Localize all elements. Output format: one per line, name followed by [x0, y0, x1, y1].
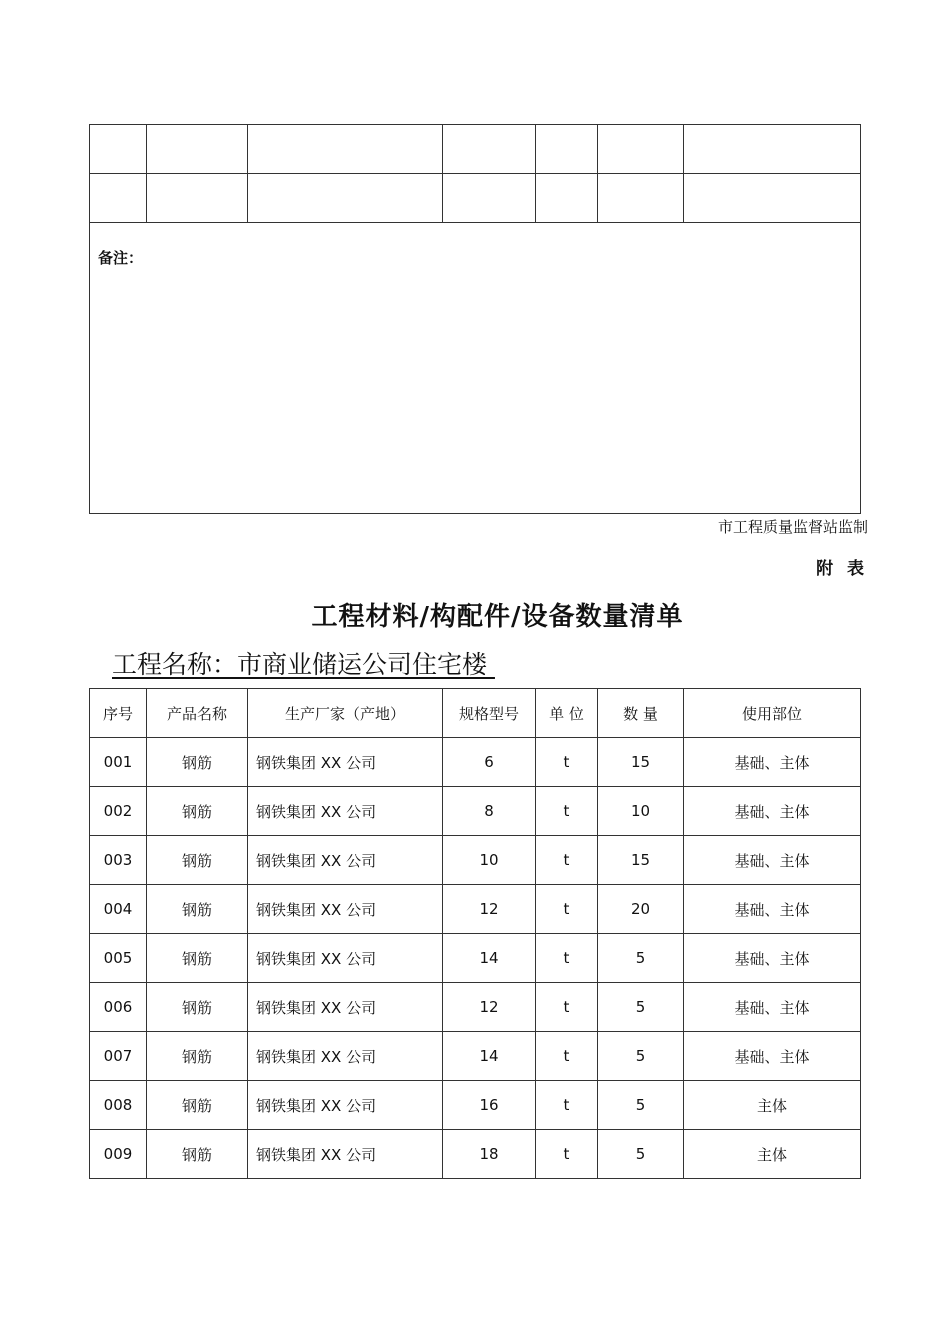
table-row [90, 738, 861, 787]
product-name-cell: 钢筋 [147, 1130, 248, 1179]
manufacturer-cell: 钢铁集团 XX 公司 [248, 1081, 443, 1130]
usage-location-cell: 基础、主体 [684, 983, 861, 1032]
spec-cell: 16 [443, 1081, 536, 1130]
document-title: 工程材料/构配件/设备数量清单 [311, 602, 684, 632]
usage-location-cell: 基础、主体 [684, 738, 861, 787]
usage-location-cell: 基础、主体 [684, 1032, 861, 1081]
row-number-cell: 003 [90, 836, 147, 885]
empty-cell [536, 125, 598, 174]
usage-location-cell: 基础、主体 [684, 787, 861, 836]
manufacturer-cell: 钢铁集团 XX 公司 [248, 983, 443, 1032]
material-list-table [89, 688, 861, 1179]
quantity-cell: 20 [598, 885, 684, 934]
usage-location-cell: 基础、主体 [684, 836, 861, 885]
quantity-cell: 5 [598, 1130, 684, 1179]
empty-cell [90, 174, 147, 223]
top-table [89, 124, 861, 514]
row-number-cell: 001 [90, 738, 147, 787]
manufacturer-cell: 钢铁集团 XX 公司 [248, 934, 443, 983]
unit-cell: t [536, 983, 598, 1032]
spec-cell: 18 [443, 1130, 536, 1179]
empty-cell [443, 125, 536, 174]
manufacturer-cell: 钢铁集团 XX 公司 [248, 738, 443, 787]
quantity-cell: 5 [598, 983, 684, 1032]
usage-location-cell: 基础、主体 [684, 885, 861, 934]
quantity-cell: 5 [598, 1032, 684, 1081]
table-row [90, 1032, 861, 1081]
spec-cell: 14 [443, 1032, 536, 1081]
column-header: 序号 [90, 689, 147, 738]
product-name-cell: 钢筋 [147, 836, 248, 885]
product-name-cell: 钢筋 [147, 983, 248, 1032]
table-row [90, 836, 861, 885]
usage-location-cell: 基础、主体 [684, 934, 861, 983]
remarks-row [90, 223, 861, 514]
empty-cell [248, 125, 443, 174]
column-header: 规格型号 [443, 689, 536, 738]
column-header: 生产厂家（产地） [248, 689, 443, 738]
column-header: 数 量 [598, 689, 684, 738]
spec-cell: 6 [443, 738, 536, 787]
quantity-cell: 10 [598, 787, 684, 836]
product-name-cell: 钢筋 [147, 1032, 248, 1081]
product-name-cell: 钢筋 [147, 934, 248, 983]
column-header: 使用部位 [684, 689, 861, 738]
table-row [90, 885, 861, 934]
row-number-cell: 002 [90, 787, 147, 836]
usage-location-cell: 主体 [684, 1130, 861, 1179]
empty-row [90, 125, 861, 174]
remarks-cell [90, 223, 861, 514]
manufacturer-cell: 钢铁集团 XX 公司 [248, 1130, 443, 1179]
column-header: 产品名称 [147, 689, 248, 738]
empty-cell [443, 174, 536, 223]
empty-cell [684, 125, 861, 174]
manufacturer-cell: 钢铁集团 XX 公司 [248, 885, 443, 934]
unit-cell: t [536, 787, 598, 836]
row-number-cell: 009 [90, 1130, 147, 1179]
row-number-cell: 005 [90, 934, 147, 983]
row-number-cell: 008 [90, 1081, 147, 1130]
quantity-cell: 5 [598, 1081, 684, 1130]
spec-cell: 12 [443, 983, 536, 1032]
manufacturer-cell: 钢铁集团 XX 公司 [248, 787, 443, 836]
spec-cell: 12 [443, 885, 536, 934]
empty-cell [598, 174, 684, 223]
unit-cell: t [536, 934, 598, 983]
table-row [90, 787, 861, 836]
product-name-cell: 钢筋 [147, 738, 248, 787]
empty-cell [147, 125, 248, 174]
remarks-label: 备注： [98, 249, 144, 267]
empty-cell [536, 174, 598, 223]
empty-cell [90, 125, 147, 174]
row-number-cell: 006 [90, 983, 147, 1032]
empty-cell [598, 125, 684, 174]
table-row [90, 983, 861, 1032]
column-header: 单 位 [536, 689, 598, 738]
usage-location-cell: 主体 [684, 1081, 861, 1130]
table-header-row [90, 689, 861, 738]
product-name-cell: 钢筋 [147, 1081, 248, 1130]
manufacturer-cell: 钢铁集团 XX 公司 [248, 836, 443, 885]
supervisor-note: 市工程质量监督站监制 [717, 518, 868, 536]
empty-cell [684, 174, 861, 223]
table-row [90, 1130, 861, 1179]
product-name-cell: 钢筋 [147, 787, 248, 836]
unit-cell: t [536, 1130, 598, 1179]
table-row [90, 1081, 861, 1130]
quantity-cell: 15 [598, 738, 684, 787]
spec-cell: 14 [443, 934, 536, 983]
quantity-cell: 5 [598, 934, 684, 983]
project-name: 工程名称：市商业储运公司住宅楼 [112, 650, 495, 679]
empty-cell [147, 174, 248, 223]
quantity-cell: 15 [598, 836, 684, 885]
row-number-cell: 004 [90, 885, 147, 934]
spec-cell: 8 [443, 787, 536, 836]
row-number-cell: 007 [90, 1032, 147, 1081]
empty-row [90, 174, 861, 223]
unit-cell: t [536, 836, 598, 885]
unit-cell: t [536, 885, 598, 934]
unit-cell: t [536, 1081, 598, 1130]
spec-cell: 10 [443, 836, 536, 885]
appendix-label: 附 表 [816, 559, 868, 579]
table-row [90, 934, 861, 983]
unit-cell: t [536, 1032, 598, 1081]
product-name-cell: 钢筋 [147, 885, 248, 934]
empty-cell [248, 174, 443, 223]
unit-cell: t [536, 738, 598, 787]
manufacturer-cell: 钢铁集团 XX 公司 [248, 1032, 443, 1081]
